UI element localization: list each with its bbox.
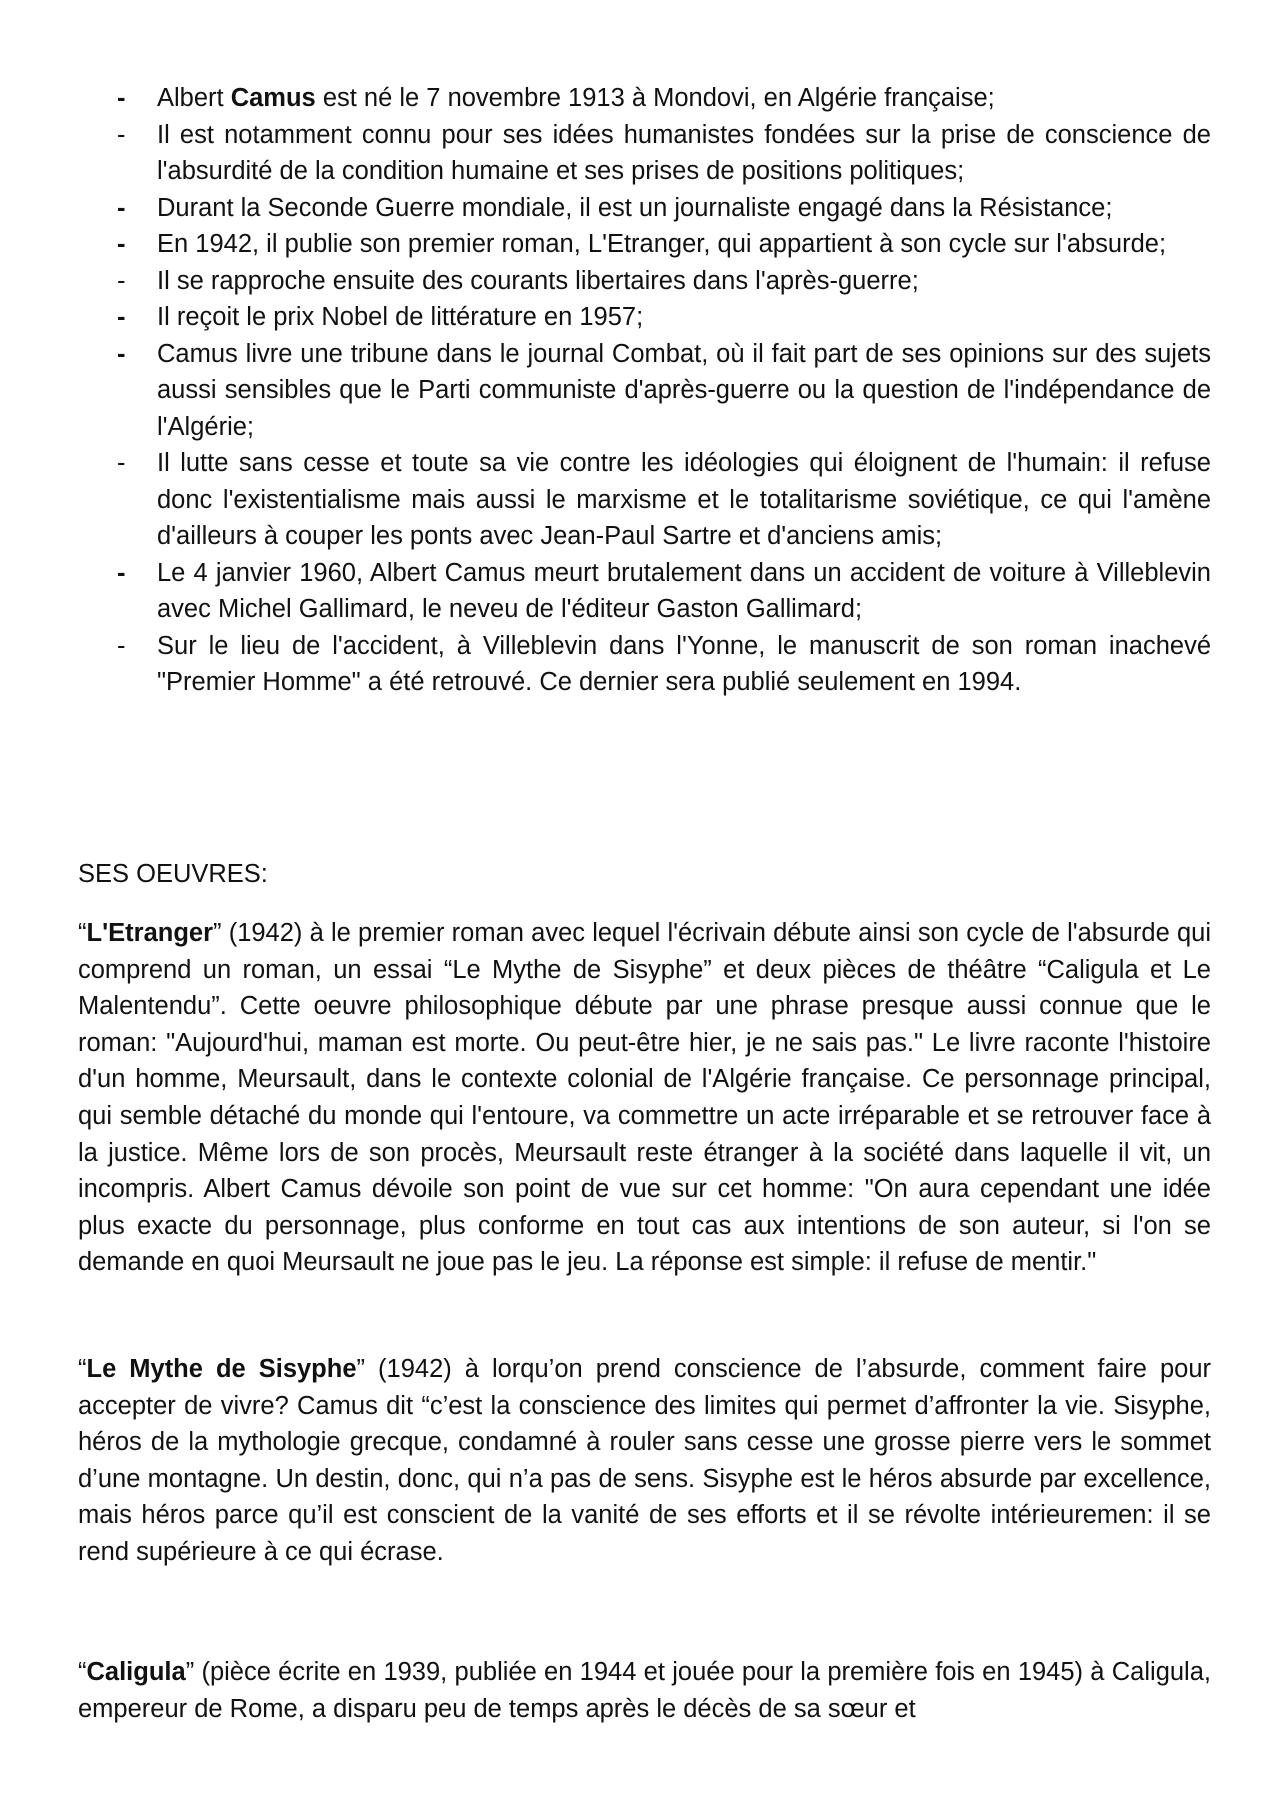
list-item: - Durant la Seconde Guerre mondiale, il est un journaliste engagé dans la Résistance; xyxy=(117,190,1211,227)
biography-list xyxy=(117,80,1211,701)
list-item: - Albert Camus est né le 7 novembre 1913 à Mondovi, en Algérie française; xyxy=(117,80,1211,117)
bullet-dash: - xyxy=(117,230,126,258)
list-item: - Camus livre une tribune dans le journal Combat, où il fait part de ses opinions sur des sujets aussi sensibles que le Parti communiste d'après-guerre ou la question de l'indépendance de l'Algérie; xyxy=(117,336,1211,446)
bullet-dash: - xyxy=(117,84,126,112)
bullet-dash: - xyxy=(117,631,126,660)
work-title: L'Etranger xyxy=(86,919,214,947)
paragraph-caligula: “Caligula” (pièce écrite en 1939, publiée en 1944 et jouée pour la première fois en 1945) à Caligula, empereur de Rome, a disparu peu de temps après le décès de sa sœur et xyxy=(78,1658,1211,1723)
paragraph-etranger: “L'Etranger” (1942) à le premier roman avec lequel l'écrivain débute ainsi son cycle de l'absurde qui comprend un roman, un essai “Le Mythe de Sisyphe” et deux pièces de théâtre “Caligula et Le Malentendu”. Cette oeuvre philosophique débute par une phrase presque aussi connue que le roman: "Aujourd'hui, maman est morte. Ou peut-être hier, je ne sais pas." Le livre raconte l'histoire d'un homme, Meursault, dans le contexte colonial de l'Algérie française. Ce personnage principal, qui semble détaché du monde qui l'entoure, va commettre un acte irréparable et se retrouver face à la justice. Même lors de son procès, Meursault reste étranger à la société dans laquelle il vit, un incompris. Albert Camus dévoile son point de vue sur cet homme: "On aura cependant une idée plus exacte du personnage, plus conforme en tout cas aux intentions de son auteur, si l'on se demande en quoi Meursault ne joue pas le jeu. La réponse est simple: il refuse de mentir." xyxy=(78,919,1211,1277)
list-item: - Il est notamment connu pour ses idées humanistes fondées sur la prise de conscience de l'absurdité de la condition humaine et ses prises de positions politiques; xyxy=(117,117,1211,190)
work-title: Caligula xyxy=(86,1658,186,1686)
bullet-dash: - xyxy=(117,558,126,587)
list-item: - Il reçoit le prix Nobel de littérature en 1957; xyxy=(117,299,1211,336)
bullet-dash: - xyxy=(117,339,126,368)
bullet-dash: - xyxy=(117,266,126,295)
works-heading: SES OEUVRES: xyxy=(78,860,268,888)
list-item: - En 1942, il publie son premier roman, L'Etranger, qui appartient à son cycle sur l'absurde; xyxy=(117,226,1211,263)
bullet-dash: - xyxy=(117,303,126,331)
list-item: - Il se rapproche ensuite des courants libertaires dans l'après-guerre; xyxy=(117,263,1211,300)
bullet-dash: - xyxy=(117,193,126,222)
bullet-dash: - xyxy=(117,449,126,477)
list-item: - Il lutte sans cesse et toute sa vie contre les idéologies qui éloignent de l'humain: il refuse donc l'existentialisme mais aussi le marxisme et le totalitarisme soviétique, ce qui l'amène d'ailleurs à couper les ponts avec Jean-Paul Sartre et d'anciens amis; xyxy=(117,445,1211,555)
list-item: - Sur le lieu de l'accident, à Villeblevin dans l'Yonne, le manuscrit de son roman inachevé "Premier Homme" a été retrouvé. Ce dernier sera publié seulement en 1994. xyxy=(117,628,1211,701)
paragraph-sisyphe: “Le Mythe de Sisyphe” (1942) à lorqu’on prend conscience de l’absurde, comment faire pour accepter de vivre? Camus dit “c’est la conscience des limites qui permet d’affronter la vie. Sisyphe, héros de la mythologie grecque, condamné à rouler sans cesse une grosse pierre vers le sommet d’une montagne. Un destin, donc, qui n’a pas de sens. Sisyphe est le héros absurde par excellence, mais héros parce qu’il est conscient de la vanité de ses efforts et il se révolte intérieuremen: il se rend supérieure à ce qui écrase. xyxy=(78,1355,1211,1566)
work-title: Le Mythe de Sisyphe xyxy=(86,1355,357,1383)
bold-name: Camus xyxy=(230,84,316,112)
bullet-dash: - xyxy=(117,120,126,149)
list-item: - Le 4 janvier 1960, Albert Camus meurt brutalement dans un accident de voiture à Villeblevin avec Michel Gallimard, le neveu de l'éditeur Gaston Gallimard; xyxy=(117,555,1211,628)
